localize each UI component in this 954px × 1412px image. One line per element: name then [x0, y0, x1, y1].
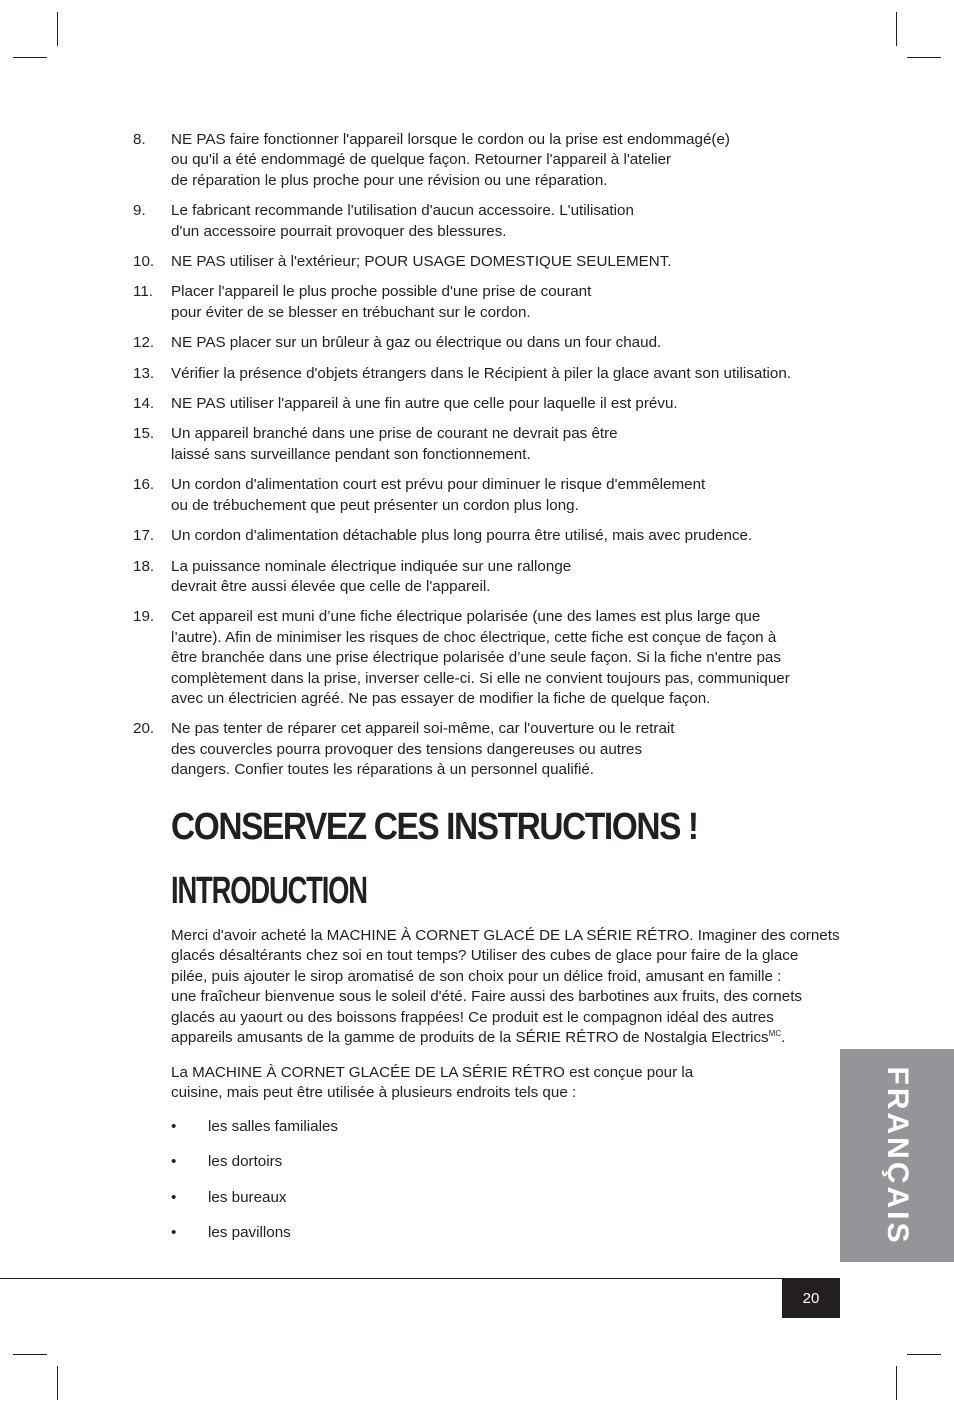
instruction-item — [133, 424, 833, 465]
usage-line: cuisine, mais peut être utilisée à plusieurs endroits tels que : — [171, 1084, 577, 1102]
instruction-number: 18. — [133, 557, 155, 575]
footer-rule — [0, 1278, 840, 1279]
language-tab-label: FRANÇAIS — [881, 1066, 914, 1245]
instruction-text-line: NE PAS utiliser l'appareil à une fin autre que celle pour laquelle il est prévu. — [171, 395, 678, 413]
crop-mark — [13, 1354, 47, 1355]
instruction-text-line: ou de trébuchement que peut présenter un cordon plus long. — [171, 496, 579, 514]
instruction-text-line: de réparation le plus proche pour une révision ou une réparation. — [171, 171, 608, 189]
instruction-number: 16. — [133, 476, 155, 494]
instruction-text-line: NE PAS utiliser à l'extérieur; POUR USAGE DOMESTIQUE SEULEMENT. — [171, 253, 672, 271]
instruction-number: 8. — [133, 131, 146, 148]
instruction-number: 20. — [133, 720, 155, 738]
instruction-text-line: Un cordon d'alimentation détachable plus long pourra être utilisé, mais avec prudence. — [171, 527, 753, 545]
instruction-text-line: Placer l'appareil le plus proche possible d'une prise de courant — [171, 283, 592, 301]
bullet-icon: • — [171, 1224, 177, 1242]
instruction-text-line: Cet appareil est muni d’une fiche électrique polarisée (une des lames est plus large que — [171, 608, 761, 626]
instruction-text-line: Un cordon d'alimentation court est prévu pour diminuer le risque d'emmêlement — [171, 476, 706, 494]
instruction-item — [133, 607, 833, 709]
instruction-number: 12. — [133, 334, 155, 352]
intro-line: glacés au yaourt ou des boissons frappées! Ce produit est le compagnon idéal des autres — [171, 1008, 774, 1026]
instruction-number: 10. — [133, 253, 155, 271]
intro-line: Merci d'avoir acheté la MACHINE À CORNET GLACÉ DE LA SÉRIE RÉTRO. Imaginer des cornets — [171, 927, 840, 944]
instruction-text-line: Le fabricant recommande l'utilisation d'aucun accessoire. L'utilisation — [171, 202, 634, 220]
page-number: 20 — [782, 1278, 840, 1318]
instruction-item — [133, 526, 833, 546]
intro-line: pilée, puis ajouter le sirop aromatisé de son choix pour un délice froid, amusant en famille : — [171, 967, 782, 985]
instruction-text-line: être branchée dans une prise électrique polarisée d’une seule façon. Si la fiche n'entre pas — [171, 649, 781, 667]
instruction-item — [133, 364, 833, 384]
introduction-heading: INTRODUCTION — [171, 870, 367, 912]
crop-mark — [907, 1354, 941, 1355]
intro-line-text: appareils amusants de la gamme de produits de la SÉRIE RÉTRO de Nostalgia Electrics — [171, 1029, 769, 1047]
bullet-text: les dortoirs — [208, 1153, 283, 1171]
intro-paragraph — [171, 926, 840, 1048]
instruction-text-line: devrait être aussi élevée que celle de l'appareil. — [171, 577, 491, 595]
instruction-item — [133, 475, 833, 516]
instruction-item — [133, 719, 833, 780]
trademark-mark: MC — [768, 1029, 782, 1039]
instruction-number: 11. — [133, 283, 153, 301]
bullet-item — [171, 1117, 338, 1152]
instruction-text-line: Vérifier la présence d'objets étrangers dans le Récipient à piler la glace avant son utilisation. — [171, 364, 792, 382]
crop-mark — [57, 12, 58, 46]
instruction-item — [133, 394, 833, 414]
instruction-item — [133, 333, 833, 353]
instruction-text-line: Ne pas tenter de réparer cet appareil soi-même, car l'ouverture ou le retrait — [171, 720, 675, 738]
instruction-text-line: Un appareil branché dans une prise de courant ne devrait pas être — [171, 425, 618, 443]
instruction-text-line: des couvercles pourra provoquer des tensions dangereuses ou autres — [171, 740, 643, 758]
intro-line: glacés désaltérants chez soi en tout temps? Utiliser des cubes de glace pour faire de la glace — [171, 947, 799, 965]
bullet-icon: • — [171, 1188, 177, 1206]
instruction-text-line: NE PAS faire fonctionner l'appareil lorsque le cordon ou la prise est endommagé(e) — [171, 131, 730, 148]
instruction-text-line: La puissance nominale électrique indiquée sur une rallonge — [171, 557, 572, 575]
crop-mark — [896, 12, 897, 46]
usage-line: La MACHINE À CORNET GLACÉE DE LA SÉRIE RÉTRO est conçue pour la — [171, 1064, 694, 1081]
instruction-text-line: dangers. Confier toutes les réparations à un personnel qualifié. — [171, 761, 594, 779]
instruction-number: 19. — [133, 608, 155, 626]
instruction-item — [133, 201, 833, 242]
locations-bullet-list — [171, 1117, 338, 1259]
instruction-number: 13. — [133, 364, 155, 382]
bullet-icon: • — [171, 1118, 177, 1135]
instruction-number: 9. — [133, 202, 146, 220]
language-tab — [840, 1049, 954, 1262]
intro-line-last — [171, 1028, 831, 1048]
intro-line: une fraîcheur bienvenue sous le soleil d'été. Faire aussi des barbotines aux fruits, des cornets — [171, 988, 803, 1006]
bullet-item — [171, 1152, 338, 1187]
instruction-item — [133, 130, 833, 191]
instruction-text-line: d'un accessoire pourrait provoquer des blessures. — [171, 222, 507, 240]
instruction-item — [133, 557, 833, 598]
instruction-item — [133, 252, 833, 272]
instruction-number: 15. — [133, 425, 155, 443]
instruction-text-line: l’autre). Afin de minimiser les risques de choc électrique, cette fiche est conçue de façon à — [171, 628, 777, 646]
crop-mark — [907, 57, 941, 58]
instruction-text-line: NE PAS placer sur un brûleur à gaz ou électrique ou dans un four chaud. — [171, 334, 662, 352]
instruction-text-line: ou qu'il a été endommagé de quelque façon. Retourner l'appareil à l'atelier — [171, 151, 672, 169]
bullet-item — [171, 1188, 338, 1223]
instruction-text-line: laissé sans surveillance pendant son fonctionnement. — [171, 445, 531, 463]
instruction-number: 17. — [133, 527, 155, 545]
crop-mark — [896, 1366, 897, 1400]
instruction-text-line: complètement dans la prise, inverser celle-ci. Si elle ne convient toujours pas, communiquer — [171, 669, 790, 687]
bullet-item — [171, 1223, 338, 1258]
usage-paragraph — [171, 1063, 831, 1104]
save-instructions-heading: CONSERVEZ CES INSTRUCTIONS ! — [171, 806, 698, 848]
crop-mark — [13, 57, 47, 58]
instruction-item — [133, 282, 833, 323]
bullet-text: les bureaux — [208, 1188, 287, 1206]
bullet-text: les salles familiales — [208, 1118, 338, 1135]
instruction-text-line: avec un électricien agréé. Ne pas essayer de modifier la fiche de quelque façon. — [171, 689, 711, 707]
intro-line-end: . — [781, 1029, 786, 1047]
instruction-number: 14. — [133, 395, 155, 413]
safety-instructions-list — [133, 130, 833, 791]
instruction-text-line: pour éviter de se blesser en trébuchant sur le cordon. — [171, 303, 531, 321]
crop-mark — [57, 1366, 58, 1400]
bullet-icon: • — [171, 1153, 177, 1171]
bullet-text: les pavillons — [208, 1224, 291, 1242]
